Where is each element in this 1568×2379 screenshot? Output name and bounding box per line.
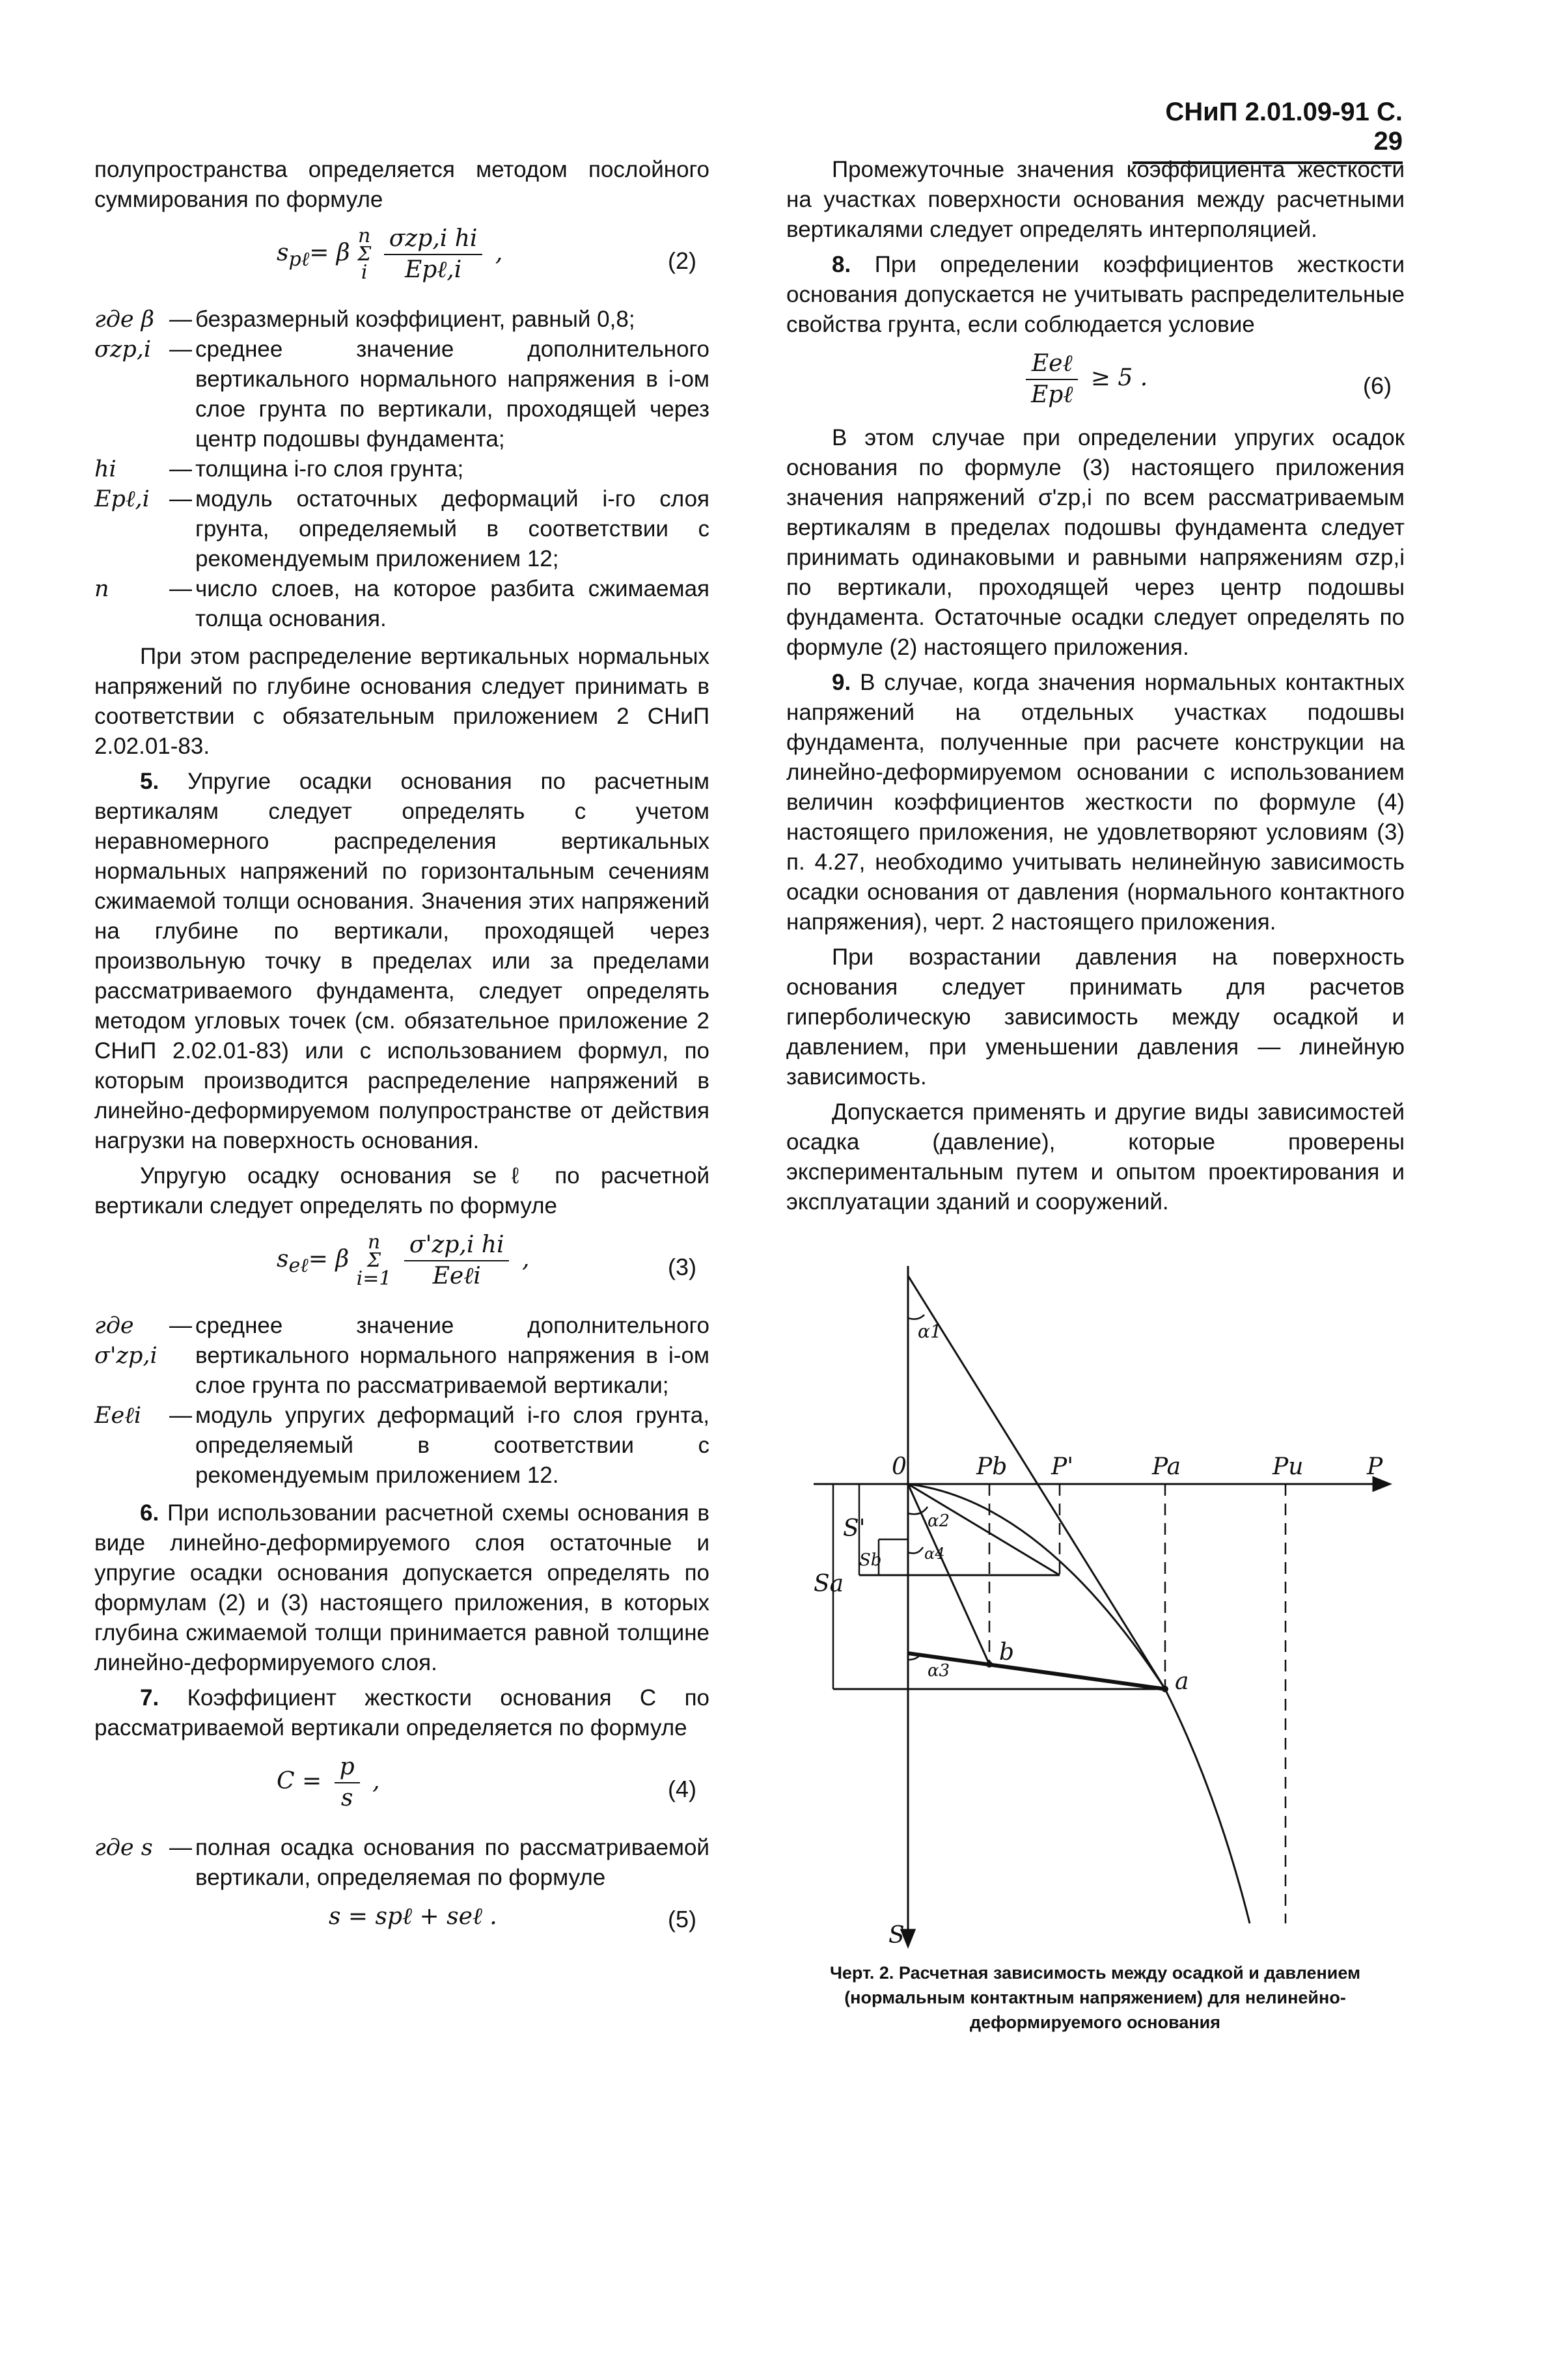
formula-3-expression: $s_{e\ell}= \beta$ n Σ i=1 $\frac{\text{σ'zp,i hi}}{\text{Eeℓi}}$ , [277,1231,530,1290]
point-b [986,1661,993,1668]
sum-symbol: n Σ i=1 [356,1231,392,1290]
formula-6-fraction: $\frac{\text{Eeℓ}}{\text{Epℓ}}$ [1026,349,1078,410]
p-axis-label: P [1367,1453,1383,1480]
paragraph-elastic: Упругую осадку основания seℓ по расчетной вертикали следует определять по формуле [94,1163,709,1218]
alpha4-label: α4 [924,1545,945,1563]
definition-row: Eeℓi — модуль упругих деформаций i-го слоя грунта, определяемый в соответствии с рекомендуемым приложением 12. [94,1403,709,1488]
alpha4-arc [908,1547,923,1553]
paragraph-interpolation: Промежуточные значения коэффициента жесткости на участках поверхности основания между расчетными вертикалями следует определять интерполяцией. [786,157,1405,242]
sprime-label: S' [843,1515,866,1542]
paragraph-7: 7. Коэффициент жесткости основания C по рассматриваемой вертикали определяется по формуле [94,1685,709,1740]
origin-label: 0 [892,1453,907,1480]
formula-2-number: (2) [668,247,696,274]
formula-4-fraction: $\frac{p}{s}$ [335,1752,360,1813]
loading-curve-continuation [1165,1689,1250,1923]
formula-5 [94,1902,709,1941]
formula-2-expression: $s_{p\ell}= \beta$ n Σ i $\frac{\text{σzp,i hi}}{\text{Epℓ,i}}$ , [277,225,503,284]
intro-paragraph: полупространства определяется методом послойного суммирования по формуле [94,157,709,212]
point-a-label: a [1175,1668,1189,1695]
definition-row: Epℓ,i — модуль остаточных деформаций i-го слоя грунта, определяемый в соответствии с рекомендуемым приложением 12; [94,486,709,571]
point-b-label: b [999,1639,1015,1666]
s-axis-label: S [888,1922,905,1949]
alpha1-label: α1 [918,1321,942,1342]
alpha2-label: α2 [928,1511,950,1531]
formula-3-fraction: $\frac{\text{σ'zp,i hi}}{\text{Eeℓi}}$ [404,1230,510,1291]
definition-row: σzp,i — среднее значение дополнительного вертикального нормального напряжения в i-ом слое грунта по вертикали, проходящей через центр подошвы фундамента; [94,337,709,452]
alpha1-arc [908,1315,924,1319]
formula-4-number: (4) [668,1776,696,1802]
definition-row: где β — безразмерный коэффициент, равный 0,8; [94,307,635,333]
pb-label: Pb [976,1453,1008,1480]
formula-3-definitions [94,1311,709,1491]
left-column [94,155,709,1950]
pu-label: Pu [1272,1453,1304,1480]
formula-6-number: (6) [1363,372,1392,399]
sum-symbol: n Σ i [357,225,372,284]
formula-6-expression: $\frac{\text{Eeℓ}}{\text{Epℓ}}$ ≥ 5 . [1021,349,1148,410]
page-header: СНиП 2.01.09-91 С. 29 [1133,98,1403,164]
formula-6 [786,349,1405,414]
settlement-pressure-figure [794,1266,1403,2379]
paragraph-allow: Допускается применять и другие виды зависимостей осадка (давление), которые проверены экспериментальным путем и опытом проектирования и эксплуатации зданий и сооружений. [786,1099,1405,1215]
paragraph-9: 9. В случае, когда значения нормальных контактных напряжений на отдельных участках подошвы фундамента, полученные при расчете конструкции на линейно-деформируемом основании с использованием величин коэффициентов жесткости по формуле (4) настоящего приложения, не удовлетворяют условиям (3) п. 4.27, необходимо учитывать нелинейную зависимость осадки основания от давления (нормального контактного напряжения), черт. 2 настоящего приложения. [786,670,1405,935]
paragraph-case: В этом случае при определении упругих осадок основания по формуле (3) настоящего приложения значения напряжений σ'zp,i по всем рассматриваемым вертикалям в пределах подошвы фундамента следует принимать одинаковыми и равными напряжениям σzp,i по вертикали, проходящей через центр подошвы фундамента. Остаточные осадки следует определять по формуле (2) настоящего приложения. [786,425,1405,660]
formula-4 [94,1752,709,1824]
pprime-label: P' [1051,1453,1074,1480]
formula-5-expression: s = spℓ + seℓ . [329,1903,497,1930]
alpha3-label: α3 [928,1661,950,1681]
definition-row: n — число слоев, на которое разбита сжимаемая толща основания. [94,576,709,631]
right-column [786,155,1405,1222]
paragraph-8: 8. При определении коэффициентов жесткости основания допускается не учитывать распределительные свойства грунта, если соблюдается условие [786,252,1405,337]
point-a [1162,1686,1168,1692]
formula-2-definitions [94,305,709,634]
formula-5-number: (5) [668,1906,696,1932]
definition-row: где σ'zp,i — среднее значение дополнительного вертикального нормального напряжения в i-ом слое грунта по рассматриваемой вертикали; [94,1313,709,1398]
formula-4-definitions [94,1833,709,1893]
formula-3-number: (3) [668,1254,696,1280]
paragraph-increase: При возрастании давления на поверхность основания следует принимать для расчетов гиперболическую зависимость между осадкой и давлением, при уменьшении давления — линейную зависимость. [786,944,1405,1090]
formula-2 [94,224,709,296]
paragraph-distribution: При этом распределение вертикальных нормальных напряжений по глубине основания следует принимать в соответствии с обязательным приложением 2 СНиП 2.02.01-83. [94,644,709,759]
sa-label: Sa [814,1571,844,1597]
paragraph-6: 6. При использовании расчетной схемы основания в виде линейно-деформируемого слоя остаточные и упругие осадки основания допускается определять по формулам (2) и (3) настоящего приложения, в которых глубина сжимаемой толщи принимается равной толщине линейно-деформируемого слоя. [94,1500,709,1675]
pa-label: Pa [1152,1453,1181,1480]
sb-label: Sb [859,1550,882,1570]
figure-caption: Черт. 2. Расчетная зависимость между осадкой и давлением (нормальным контактным напряжением) для нелинейно-деформируемого основания [829,1963,1361,2032]
definition-row: hi — толщина i-го слоя грунта; [94,456,464,482]
formula-3 [94,1230,709,1302]
tangent-line [908,1276,1165,1689]
formula-4-expression: C = $\frac{p}{s}$ , [277,1752,380,1813]
definition-row: где s — полная осадка основания по рассматриваемой вертикали, определяемая по формуле [94,1835,709,1890]
paragraph-5: 5. Упругие осадки основания по расчетным вертикалям следует определять с учетом неравномерного распределения вертикальных нормальных напряжений по горизонтальным сечениям сжимаемой толщи основания. Значения этих напряжений на глубине по вертикали, проходящей через произвольную точку в пределах или за пределами рассматриваемого фундамента, следует определять методом угловых точек (см. обязательное приложение 2 СНиП 2.02.01-83) или с использованием формул, по которым производится распределение напряжений в линейно-деформируемом полупространстве от действия нагрузки на поверхность основания. [94,769,709,1153]
formula-2-fraction: $\frac{\text{σzp,i hi}}{\text{Epℓ,i}}$ [384,224,483,285]
settlement-pressure-diagram [794,1266,1403,1949]
